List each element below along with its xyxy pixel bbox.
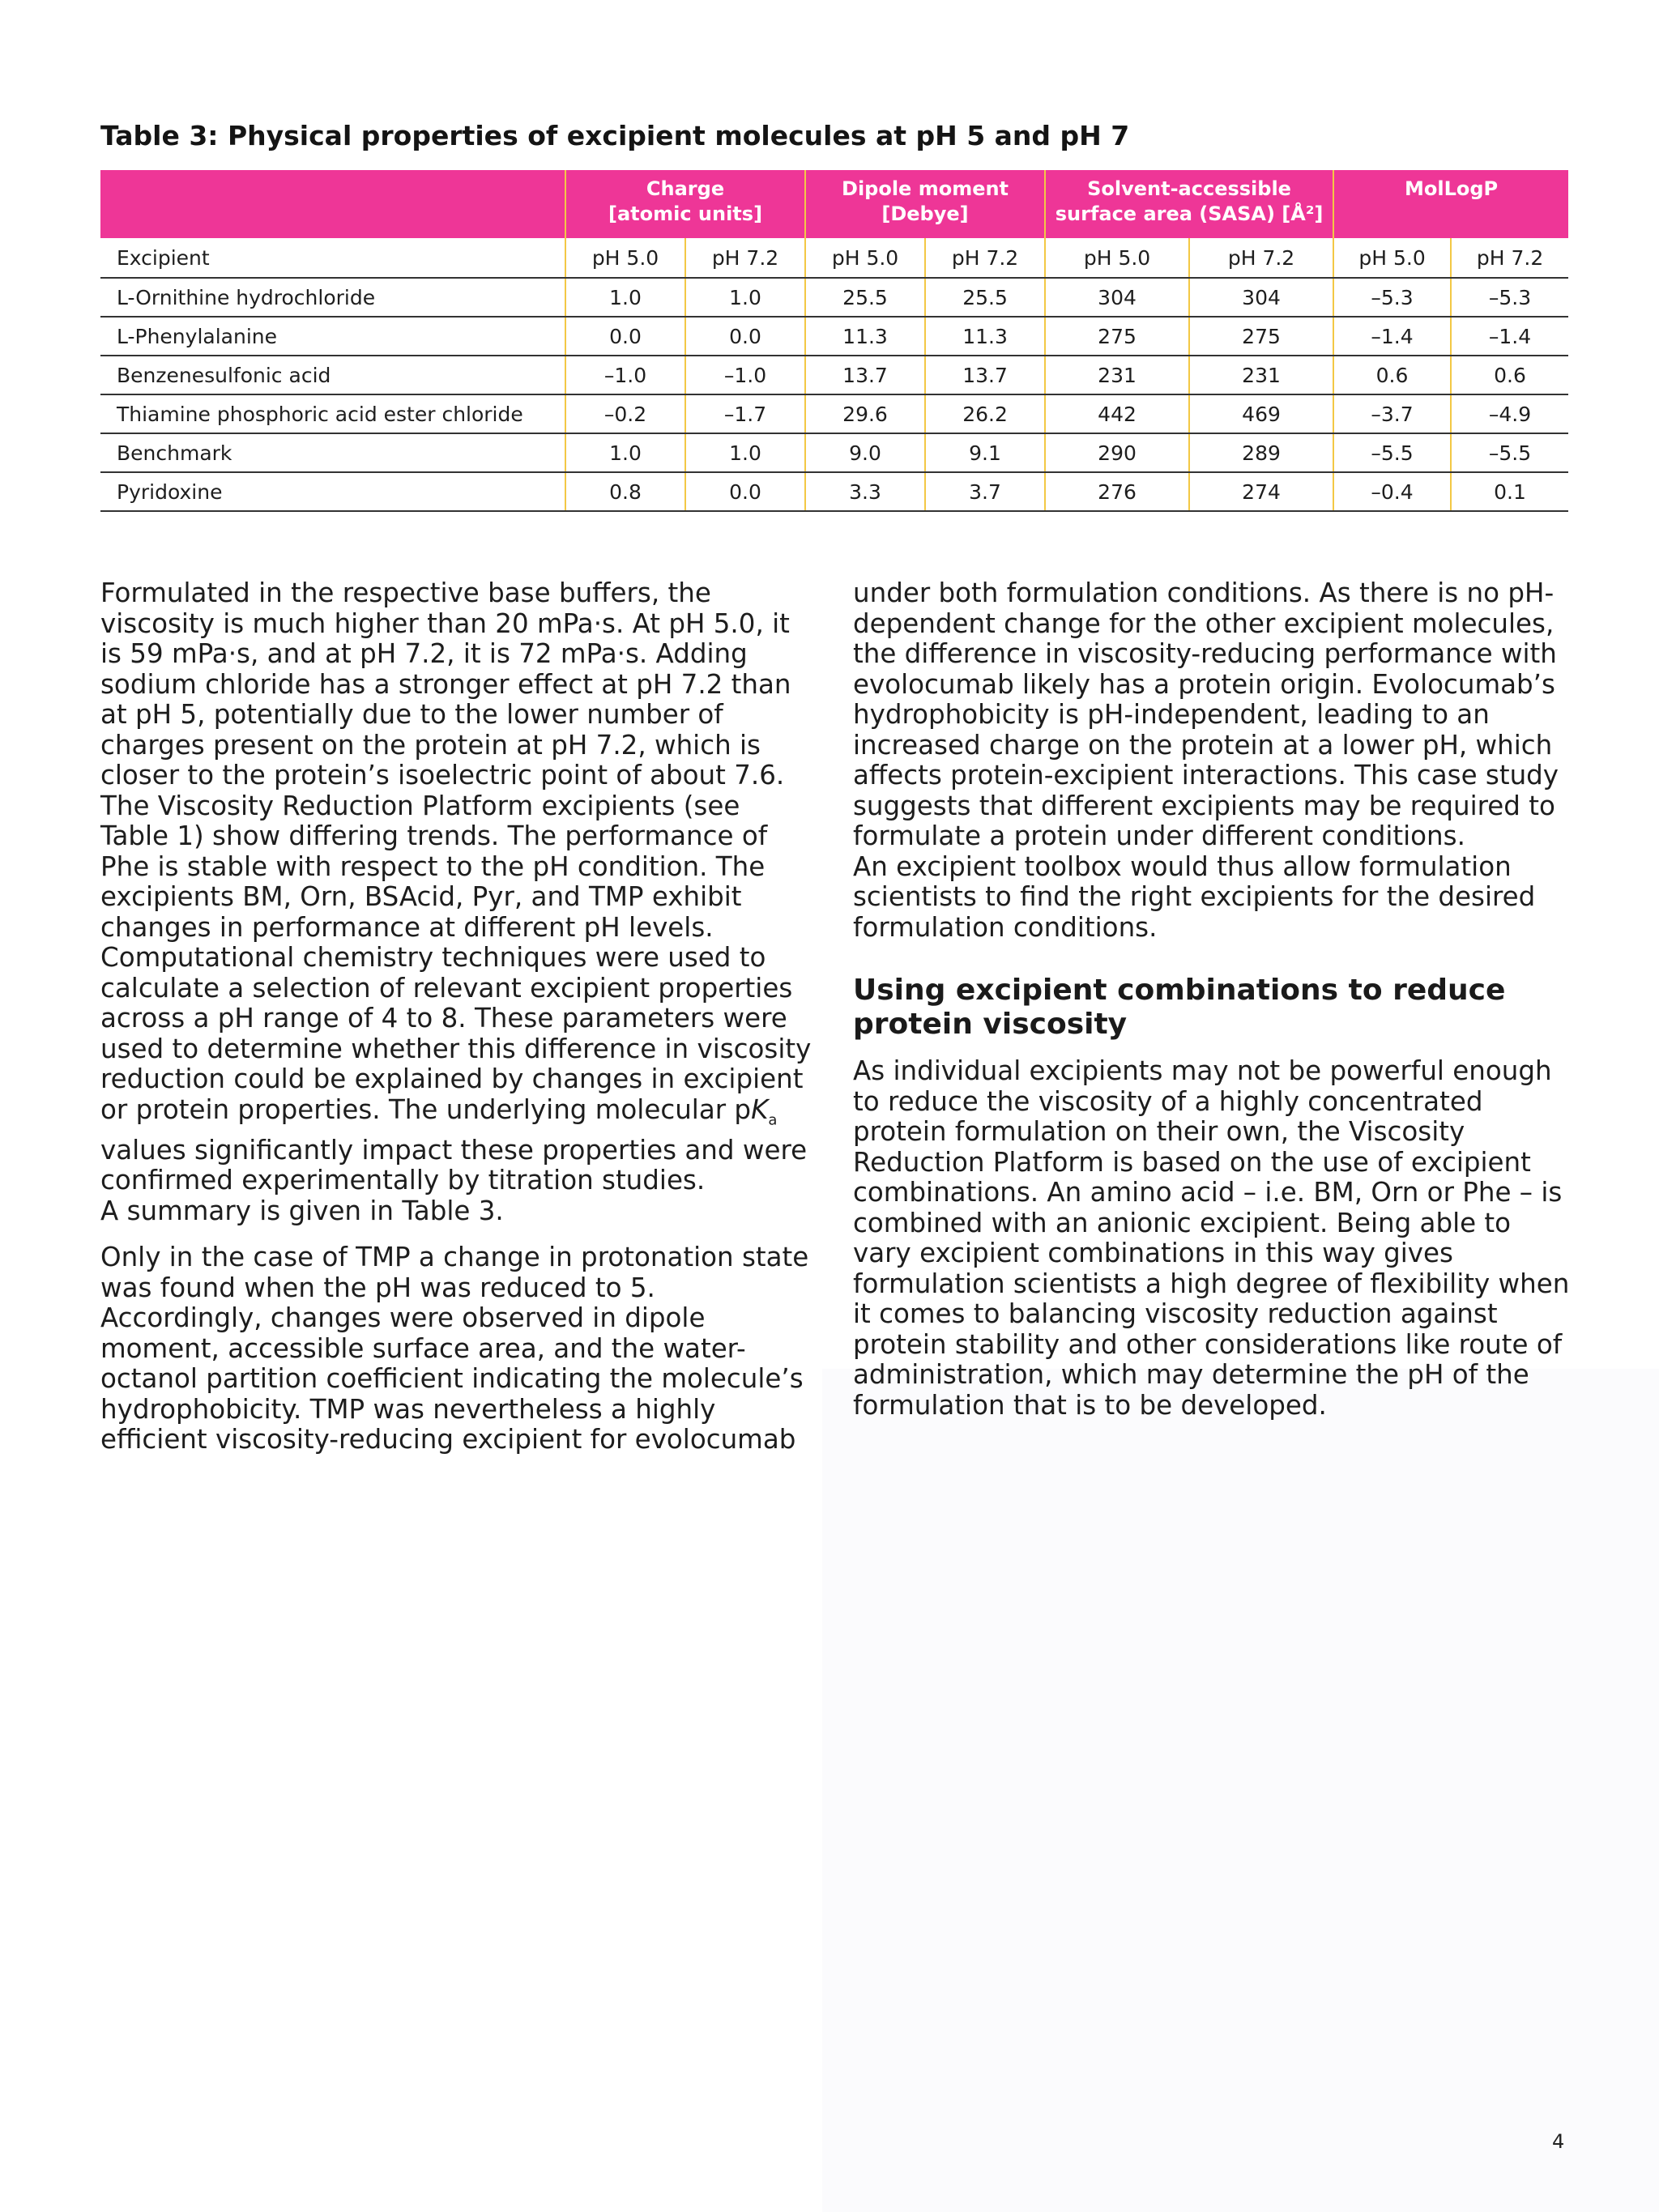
table-cell: 304 [1189,278,1333,317]
header-group-charge [565,170,805,238]
table-cell: –1.7 [685,394,805,433]
table-cell: 304 [1045,278,1189,317]
body-paragraph [853,578,1574,943]
paragraph-text: A summary is given in Table 3. [100,1195,504,1226]
table-cell: 442 [1045,394,1189,433]
properties-table [100,170,1568,512]
right-column [853,578,1574,1437]
table-cell: 0.1 [1451,472,1568,511]
table-cell: 25.5 [805,278,925,317]
table-caption: Table 3: Physical properties of excipient molecules at pH 5 and pH 7 [100,120,1130,151]
table-cell: 1.0 [565,278,685,317]
table-cell: 231 [1189,356,1333,394]
table-cell: –3.7 [1333,394,1451,433]
table-cell: 290 [1045,433,1189,472]
header-group-mollogp [1333,170,1568,238]
table-row [100,472,1568,511]
table-cell: Thiamine phosphoric acid ester chloride [100,394,565,433]
table-cell: 289 [1189,433,1333,472]
subheader-cell: pH 5.0 [805,238,925,278]
table-row [100,356,1568,394]
table-cell: 29.6 [805,394,925,433]
table-cell: 274 [1189,472,1333,511]
table-cell: 0.8 [565,472,685,511]
table-cell: 0.6 [1333,356,1451,394]
table-row [100,317,1568,356]
subheader-cell: pH 7.2 [1189,238,1333,278]
table-cell: 0.0 [685,317,805,356]
subheader-cell: pH 7.2 [685,238,805,278]
table-row [100,394,1568,433]
subheader-cell: pH 5.0 [1333,238,1451,278]
table-row [100,433,1568,472]
table-header-row [100,170,1568,238]
header-line2: [Debye] [881,202,969,225]
table-cell: –1.0 [685,356,805,394]
header-line2: surface area (SASA) [Å²] [1055,202,1324,225]
subheader-cell: pH 5.0 [565,238,685,278]
paragraph-text: under both formulation conditions. As there is no pH-dependent change for the other excipient molecules, the difference in viscosity-reducing performance with evolocumab likely has a protein origin. Evolocumab’s hydrophobicity is pH-independent, leading to an increased charge on the protein at a lower pH, which affects protein-excipient interactions. This case study suggests that different excipients may be required to formulate a protein under different conditions. [853,578,1559,851]
table-cell: 9.0 [805,433,925,472]
paragraph-text: An excipient toolbox would thus allow formulation scientists to find the right excipients for the desired formulation conditions. [853,850,1536,943]
table-cell: 11.3 [805,317,925,356]
table-cell: 3.7 [925,472,1045,511]
table-cell: 0.0 [685,472,805,511]
table-cell: Benchmark [100,433,565,472]
header-group-dipole [805,170,1045,238]
background-shade [822,1369,1659,2212]
table-cell: 1.0 [565,433,685,472]
subheader-cell: pH 5.0 [1045,238,1189,278]
pka-subscript: a [768,1111,778,1128]
table-cell: 1.0 [685,278,805,317]
paragraph-text: Formulated in the respective base buffers, the viscosity is much higher than 20 mPa·s. At pH 5.0, it is 59 mPa·s, and at pH 7.2, it is 72 mPa·s. Adding sodium chloride has a stronger effect at pH 7.2 than at pH 5, potentially due to the lower number of charges present on the protein at pH 7.2, which is closer to the protein’s isoelectric point of about 7.6. The Viscosity Reduction Platform excipients (see Table 1) show differing trends. The performance of Phe is stable with respect to the pH condition. The excipients BM, Orn, BSAcid, Pyr, and TMP exhibit changes in performance at different pH levels. Computational chemistry techniques were used to calculate a selection of relevant excipient properties across a pH range of 4 to 8. These parameters were used to determine whether this difference in viscosity reduction could be explained by changes in excipient or protein properties. The underlying molecular p [100,578,812,1125]
header-line1: MolLogP [1404,177,1499,200]
table-cell: –5.3 [1451,278,1568,317]
table-cell: –5.5 [1333,433,1451,472]
table-cell: 11.3 [925,317,1045,356]
paragraph-text: values significantly impact these properties and were confirmed experimentally by titration studies. [100,1134,808,1196]
table-cell: 26.2 [925,394,1045,433]
page-number: 4 [1552,2130,1565,2153]
table-cell: –4.9 [1451,394,1568,433]
pka-k: K [751,1093,769,1125]
header-line1: Dipole moment [842,177,1009,200]
table-cell: Pyridoxine [100,472,565,511]
table-cell: –1.4 [1451,317,1568,356]
table-cell: –0.4 [1333,472,1451,511]
table-cell: Benzenesulfonic acid [100,356,565,394]
table-cell: 3.3 [805,472,925,511]
table-cell: 1.0 [685,433,805,472]
table-cell: 275 [1189,317,1333,356]
table-cell: –0.2 [565,394,685,433]
body-paragraph: Only in the case of TMP a change in protonation state was found when the pH was reduced to 5. Accordingly, changes were observed in dipole moment, accessible surface area, and the water-octanol partition coefficient indicating the molecule’s hydrophobicity. TMP was nevertheless a highly efficient viscosity-reducing excipient for evolocumab [100,1242,809,1455]
table-cell: –1.0 [565,356,685,394]
table-row [100,278,1568,317]
table-cell: 231 [1045,356,1189,394]
table-cell: 276 [1045,472,1189,511]
subheader-cell: pH 7.2 [1451,238,1568,278]
table-cell: L-Ornithine hydrochloride [100,278,565,317]
header-line1: Charge [646,177,725,200]
section-heading: Using excipient combinations to reduce protein viscosity [853,974,1506,1041]
table-cell: –5.3 [1333,278,1451,317]
header-line1: Solvent-accessible [1087,177,1291,200]
body-paragraph: As individual excipients may not be powerful enough to reduce the viscosity of a highly concentrated protein formulation on their own, the Viscosity Reduction Platform is based on the use of excipient combinations. An amino acid – i.e. BM, Orn or Phe – is combined with an anionic excipient. Being able to vary excipient combinations in this way gives formulation scientists a high degree of flexibility when it comes to balancing viscosity reduction against protein stability and other considerations like route of administration, which may determine the pH of the formulation that is to be developed. [853,1055,1570,1421]
subheader-cell: Excipient [100,238,565,278]
table-cell: 0.6 [1451,356,1568,394]
header-blank [100,170,565,238]
table-cell: 9.1 [925,433,1045,472]
header-group-sasa [1045,170,1333,238]
table-cell: 0.0 [565,317,685,356]
table-cell: 25.5 [925,278,1045,317]
table-cell: 13.7 [925,356,1045,394]
table-cell: 13.7 [805,356,925,394]
subheader-cell: pH 7.2 [925,238,1045,278]
body-paragraph [100,578,813,1226]
table-cell: –5.5 [1451,433,1568,472]
table-cell: 275 [1045,317,1189,356]
table-cell: L-Phenylalanine [100,317,565,356]
left-column [100,578,813,1472]
table-cell: 469 [1189,394,1333,433]
table-cell: –1.4 [1333,317,1451,356]
header-line2: [atomic units] [608,202,763,225]
table-subheader-row [100,238,1568,278]
